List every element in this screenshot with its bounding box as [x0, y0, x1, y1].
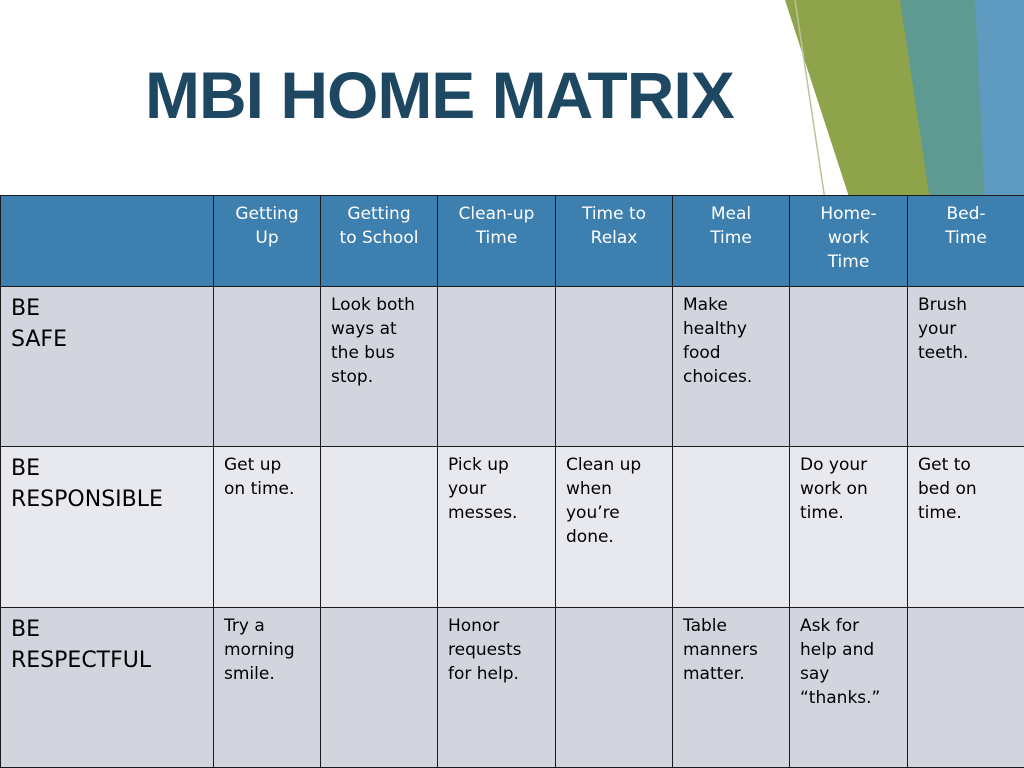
table-cell: [790, 287, 908, 447]
table-cell: Get up on time.: [214, 447, 321, 607]
header-time-to-relax: Time to Relax: [556, 196, 673, 287]
table-cell: Table manners matter.: [673, 607, 790, 767]
table-cell: Pick up your messes.: [438, 447, 556, 607]
table-cell: Do your work on time.: [790, 447, 908, 607]
table-cell: [556, 607, 673, 767]
table-cell: Make healthy food choices.: [673, 287, 790, 447]
header-row: [1, 196, 1024, 287]
row-label-be-responsible: BE RESPONSIBLE: [1, 447, 214, 607]
header-getting-to-school: Getting to School: [321, 196, 438, 287]
table-cell: Try a morning smile.: [214, 607, 321, 767]
table-cell: [321, 607, 438, 767]
table-cell: Brush your teeth.: [908, 287, 1024, 447]
table-cell: [673, 447, 790, 607]
table-cell: Ask for help and say “thanks.”: [790, 607, 908, 767]
table-cell: Clean up when you’re done.: [556, 447, 673, 607]
table-row: [1, 447, 1024, 607]
header-meal-time: Meal Time: [673, 196, 790, 287]
table-cell: Look both ways at the bus stop.: [321, 287, 438, 447]
row-label-be-respectful: BE RESPECTFUL: [1, 607, 214, 767]
table-cell: [556, 287, 673, 447]
header-getting-up: Getting Up: [214, 196, 321, 287]
table-cell: [321, 447, 438, 607]
table-cell: [214, 287, 321, 447]
table-row: [1, 607, 1024, 767]
header-cell-corner: [1, 196, 214, 287]
page-title: MBI HOME MATRIX: [145, 58, 734, 132]
behavior-matrix-table: [0, 195, 1024, 768]
header-homework-time: Home- work Time: [790, 196, 908, 287]
table-row: [1, 287, 1024, 447]
header-clean-up-time: Clean-up Time: [438, 196, 556, 287]
header-bed-time: Bed- Time: [908, 196, 1024, 287]
table-cell: Get to bed on time.: [908, 447, 1024, 607]
table-cell: [438, 287, 556, 447]
table-cell: [908, 607, 1024, 767]
table-cell: Honor requests for help.: [438, 607, 556, 767]
row-label-be-safe: BE SAFE: [1, 287, 214, 447]
